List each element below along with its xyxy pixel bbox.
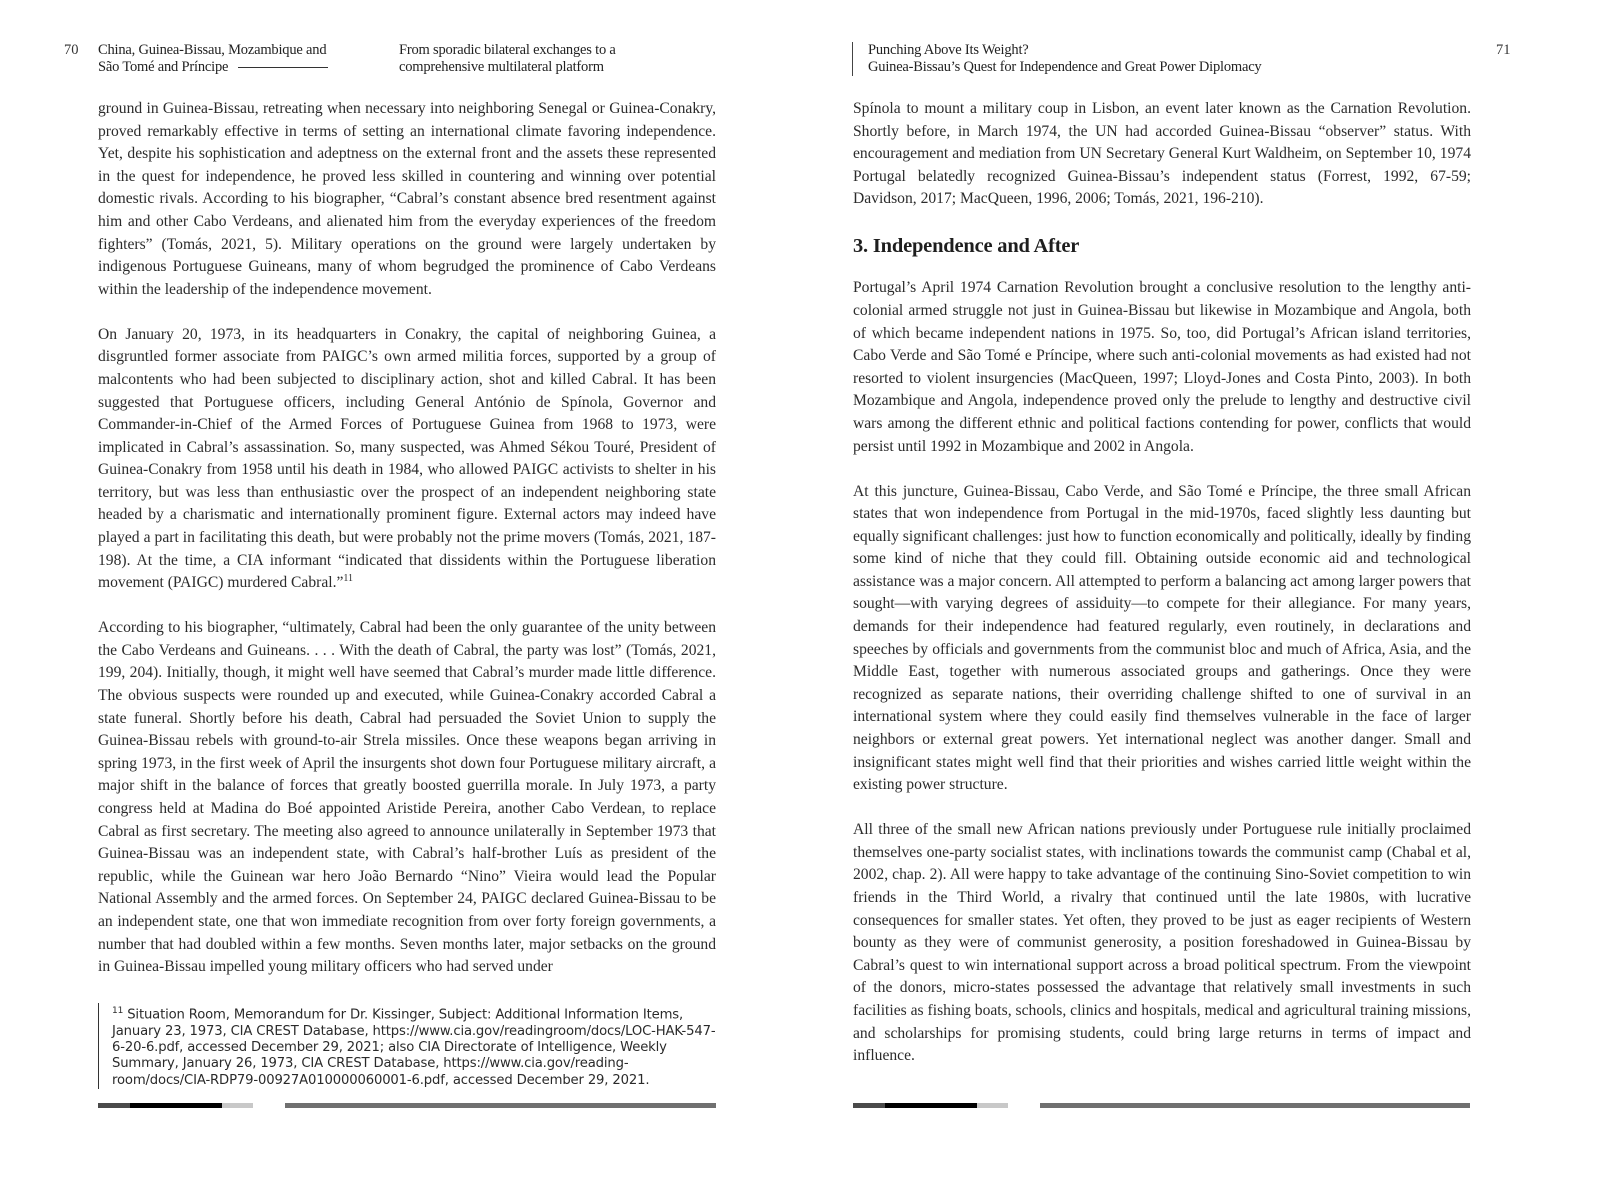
footer-rule <box>1040 1103 1470 1108</box>
right-page <box>800 0 1600 1200</box>
running-head-article-title <box>852 42 1488 76</box>
footer-bar-segment <box>222 1103 253 1108</box>
footer-bar-segment <box>885 1103 977 1108</box>
paragraph: All three of the small new African nations previously under Portuguese rule initially proclaimed themselves one-party socialist states, with inclinations towards the communist camp (Chabal et al, 2002, chap. 2). All were happy to take advantage of the continuing Sino-Soviet competition to win friends in the Third World, a rivalry that continued until the late 1980s, with lucrative consequences for smaller states. Yet often, they proved to be just as eager recipients of Western bounty as they were of communist generosity, a position foreshadowed in Guinea-Bissau by Cabral’s quest to win international support across a broad political spectrum. From the viewpoint of the donors, micro-states possessed the advantage that relatively small investments in such facilities as fishing boats, schools, clinics and hospitals, medical and agricultural training missions, and scholarships for promising students, could bring large returns in terms of impact and influence. <box>853 821 1471 1065</box>
running-head-rule <box>238 67 328 68</box>
body-text <box>853 98 1471 1090</box>
paragraph: At this juncture, Guinea-Bissau, Cabo Verde, and São Tomé e Príncipe, the three small African states that won independence from Portugal in the mid-1970s, faced slightly less daunting but equally significant challenges: just how to function economically and politically, ideally by finding some kind of niche that they could fill. Obtaining outside economic aid and technological assistance was a major concern. All attempted to perform a balancing act among larger powers that sought—with varying degrees of assiduity—to compete for their allegiance. For many years, demands for their independence had featured regularly, even routinely, in declarations and speeches by officials and governments from the communist bloc and much of Africa, Asia, and the Middle East, together with numerous associated groups and gatherings. Once they were recognized as separate nations, their overriding challenge shifted to one of survival in an international system where they could easily find themselves vulnerable in the face of larger neighbors or external great powers. Yet international neglect was another danger. Small and insignificant states might well find that their priorities and wishes carried little weight within the existing power structure. <box>853 482 1471 794</box>
running-head-line: Guinea-Bissau’s Quest for Independence and Great Power Diplomacy <box>868 59 1262 75</box>
footer-bar-segment <box>98 1103 130 1108</box>
section-heading: 3. Independence and After <box>853 235 1080 258</box>
footer-bar-segment <box>853 1103 885 1108</box>
running-head-chapter-title <box>399 42 699 76</box>
running-head-line: China, Guinea-Bissau, Mozambique and <box>98 42 327 58</box>
running-head-line: From sporadic bilateral exchanges to a <box>399 42 616 58</box>
footnote-reference[interactable]: 11 <box>343 573 354 585</box>
page-number: 70 <box>64 42 79 58</box>
footnote-number: 11 <box>112 1006 124 1016</box>
paragraph: Portugal’s April 1974 Carnation Revolution brought a conclusive resolution to the lengthy anti-colonial armed struggle not just in Guinea-Bissau but likewise in Mozambique and Angola, both of which became independent nations in 1975. So, too, did Portugal’s African island territories, Cabo Verde and São Tomé e Príncipe, where such anti-colonial movements as had existed had not resorted to violent insurgencies (MacQueen, 1997; Lloyd-Jones and Costa Pinto, 2003). In both Mozambique and Angola, independence proved only the prelude to lengthy and destructive civil wars among the different ethnic and political factions contending for power, conflicts that would persist until 1992 in Mozambique and 2002 in Angola. <box>853 279 1471 455</box>
footer-progress-bar <box>853 1103 1008 1108</box>
paragraph: Spínola to mount a military coup in Lisbon, an event later known as the Carnation Revolution. Shortly before, in March 1974, the UN had accorded Guinea-Bissau “observer” status. With encouragement and mediation from UN Secretary General Kurt Waldheim, on September 10, 1974 Portugal belatedly recognized Guinea-Bissau’s independent status (Forrest, 1992, 67-59; Davidson, 2017; MacQueen, 1996, 2006; Tomás, 2021, 196-210). <box>853 100 1471 208</box>
footnote <box>98 1003 716 1089</box>
page-number: 71 <box>1496 42 1511 58</box>
paragraph: According to his biographer, “ultimately, Cabral had been the only guarantee of the unity between the Cabo Verdeans and Guineans. . . . With the death of Cabral, the party was lost” (Tomás, 2021, 199, 204). Initially, though, it might well have seemed that Cabral’s murder made little difference. The obvious suspects were rounded up and executed, while Guinea-Conakry accorded Cabral a state funeral. Shortly before his death, Cabral had persuaded the Soviet Union to supply the Guinea-Bissau rebels with ground-to-air Strela missiles. Once these weapons began arriving in spring 1973, in the first week of April the insurgents shot down four Portuguese military aircraft, a major shift in the balance of forces that greatly boosted guerrilla morale. In July 1973, a party congress held at Madina do Boé appointed Aristide Pereira, another Cabo Verdean, to replace Cabral as first secretary. The meeting also agreed to announce unilaterally in September 1973 that Guinea-Bissau was an independent state, with Cabral’s half-brother Luís as president of the republic, while the Guinean war hero João Bernardo “Nino” Vieira would lead the Popular National Assembly and the armed forces. On September 24, PAIGC declared Guinea-Bissau to be an independent state, one that won immediate recognition from over forty foreign governments, a number that had doubled within a few months. Seven months later, major setbacks on the ground in Guinea-Bissau impelled young military officers who had served under <box>98 619 716 976</box>
footer-progress-bar <box>98 1103 253 1108</box>
footer-bar-segment <box>977 1103 1008 1108</box>
running-head-line: comprehensive multilateral platform <box>399 59 604 75</box>
body-text <box>98 98 716 1001</box>
running-head-line: São Tomé and Príncipe <box>98 59 229 75</box>
footer-bar-segment <box>130 1103 222 1108</box>
running-head-line: Punching Above Its Weight? <box>868 42 1029 58</box>
paragraph-text: On January 20, 1973, in its headquarters in Conakry, the capital of neighboring Guinea, a disgruntled former associate from PAIGC’s own armed militia forces, supported by a group of malcontents who had been subjected to disciplinary action, shot and killed Cabral. It has been suggested that Portuguese officers, including General António de Spínola, Governor and Commander-in-Chief of the Armed Forces of Portuguese Guinea from 1968 to 1973, were implicated in Cabral’s assassination. So, many suspected, was Ahmed Sékou Touré, President of Guinea-Conakry from 1958 until his death in 1984, who allowed PAIGC activists to shelter in his territory, but was less than enthusiastic over the prospect of an independent neighboring state headed by a charismatic and internationally prominent figure. External actors may indeed have played a part in facilitating this death, but were probably not the prime movers (Tomás, 2021, 187-198). At the time, a CIA informant “indicated that dissidents within the Portuguese liberation movement (PAIGC) murdered Cabral.” <box>98 325 716 592</box>
footer-rule <box>285 1103 716 1108</box>
footnote-text: Situation Room, Memorandum for Dr. Kissinger, Subject: Additional Information Items, January 23, 1973, CIA CREST Database, https://www.cia.gov/readingroom/docs/LOC-HAK-547-6-20-6.pdf, accessed December 29, 2021; also CIA Directorate of Intelligence, Weekly Summary, January 26, 1973, CIA CREST Database, https://www.cia.gov/reading-room/docs/CIA-RDP79-00927A010000060001-6.pdf, accessed December 29, 2021. <box>112 1007 716 1088</box>
paragraph: ground in Guinea-Bissau, retreating when necessary into neighboring Senegal or Guinea-Conakry, proved remarkably effective in terms of setting an international climate favoring independence. Yet, despite his sophistication and adeptness on the external front and the assets these represented in the quest for independence, he proved less skilled in countering and winning over potential domestic rivals. According to his biographer, “Cabral’s constant absence bred resentment against him and other Cabo Verdeans, and alienated him from the everyday experiences of the freedom fighters” (Tomás, 2021, 5). Military operations on the ground were largely undertaken by indigenous Portuguese Guineans, many of whom begrudged the prominence of Cabo Verdeans within the leadership of the independence movement. <box>98 100 716 298</box>
running-head-book-title <box>98 42 378 76</box>
paragraph <box>98 324 716 595</box>
